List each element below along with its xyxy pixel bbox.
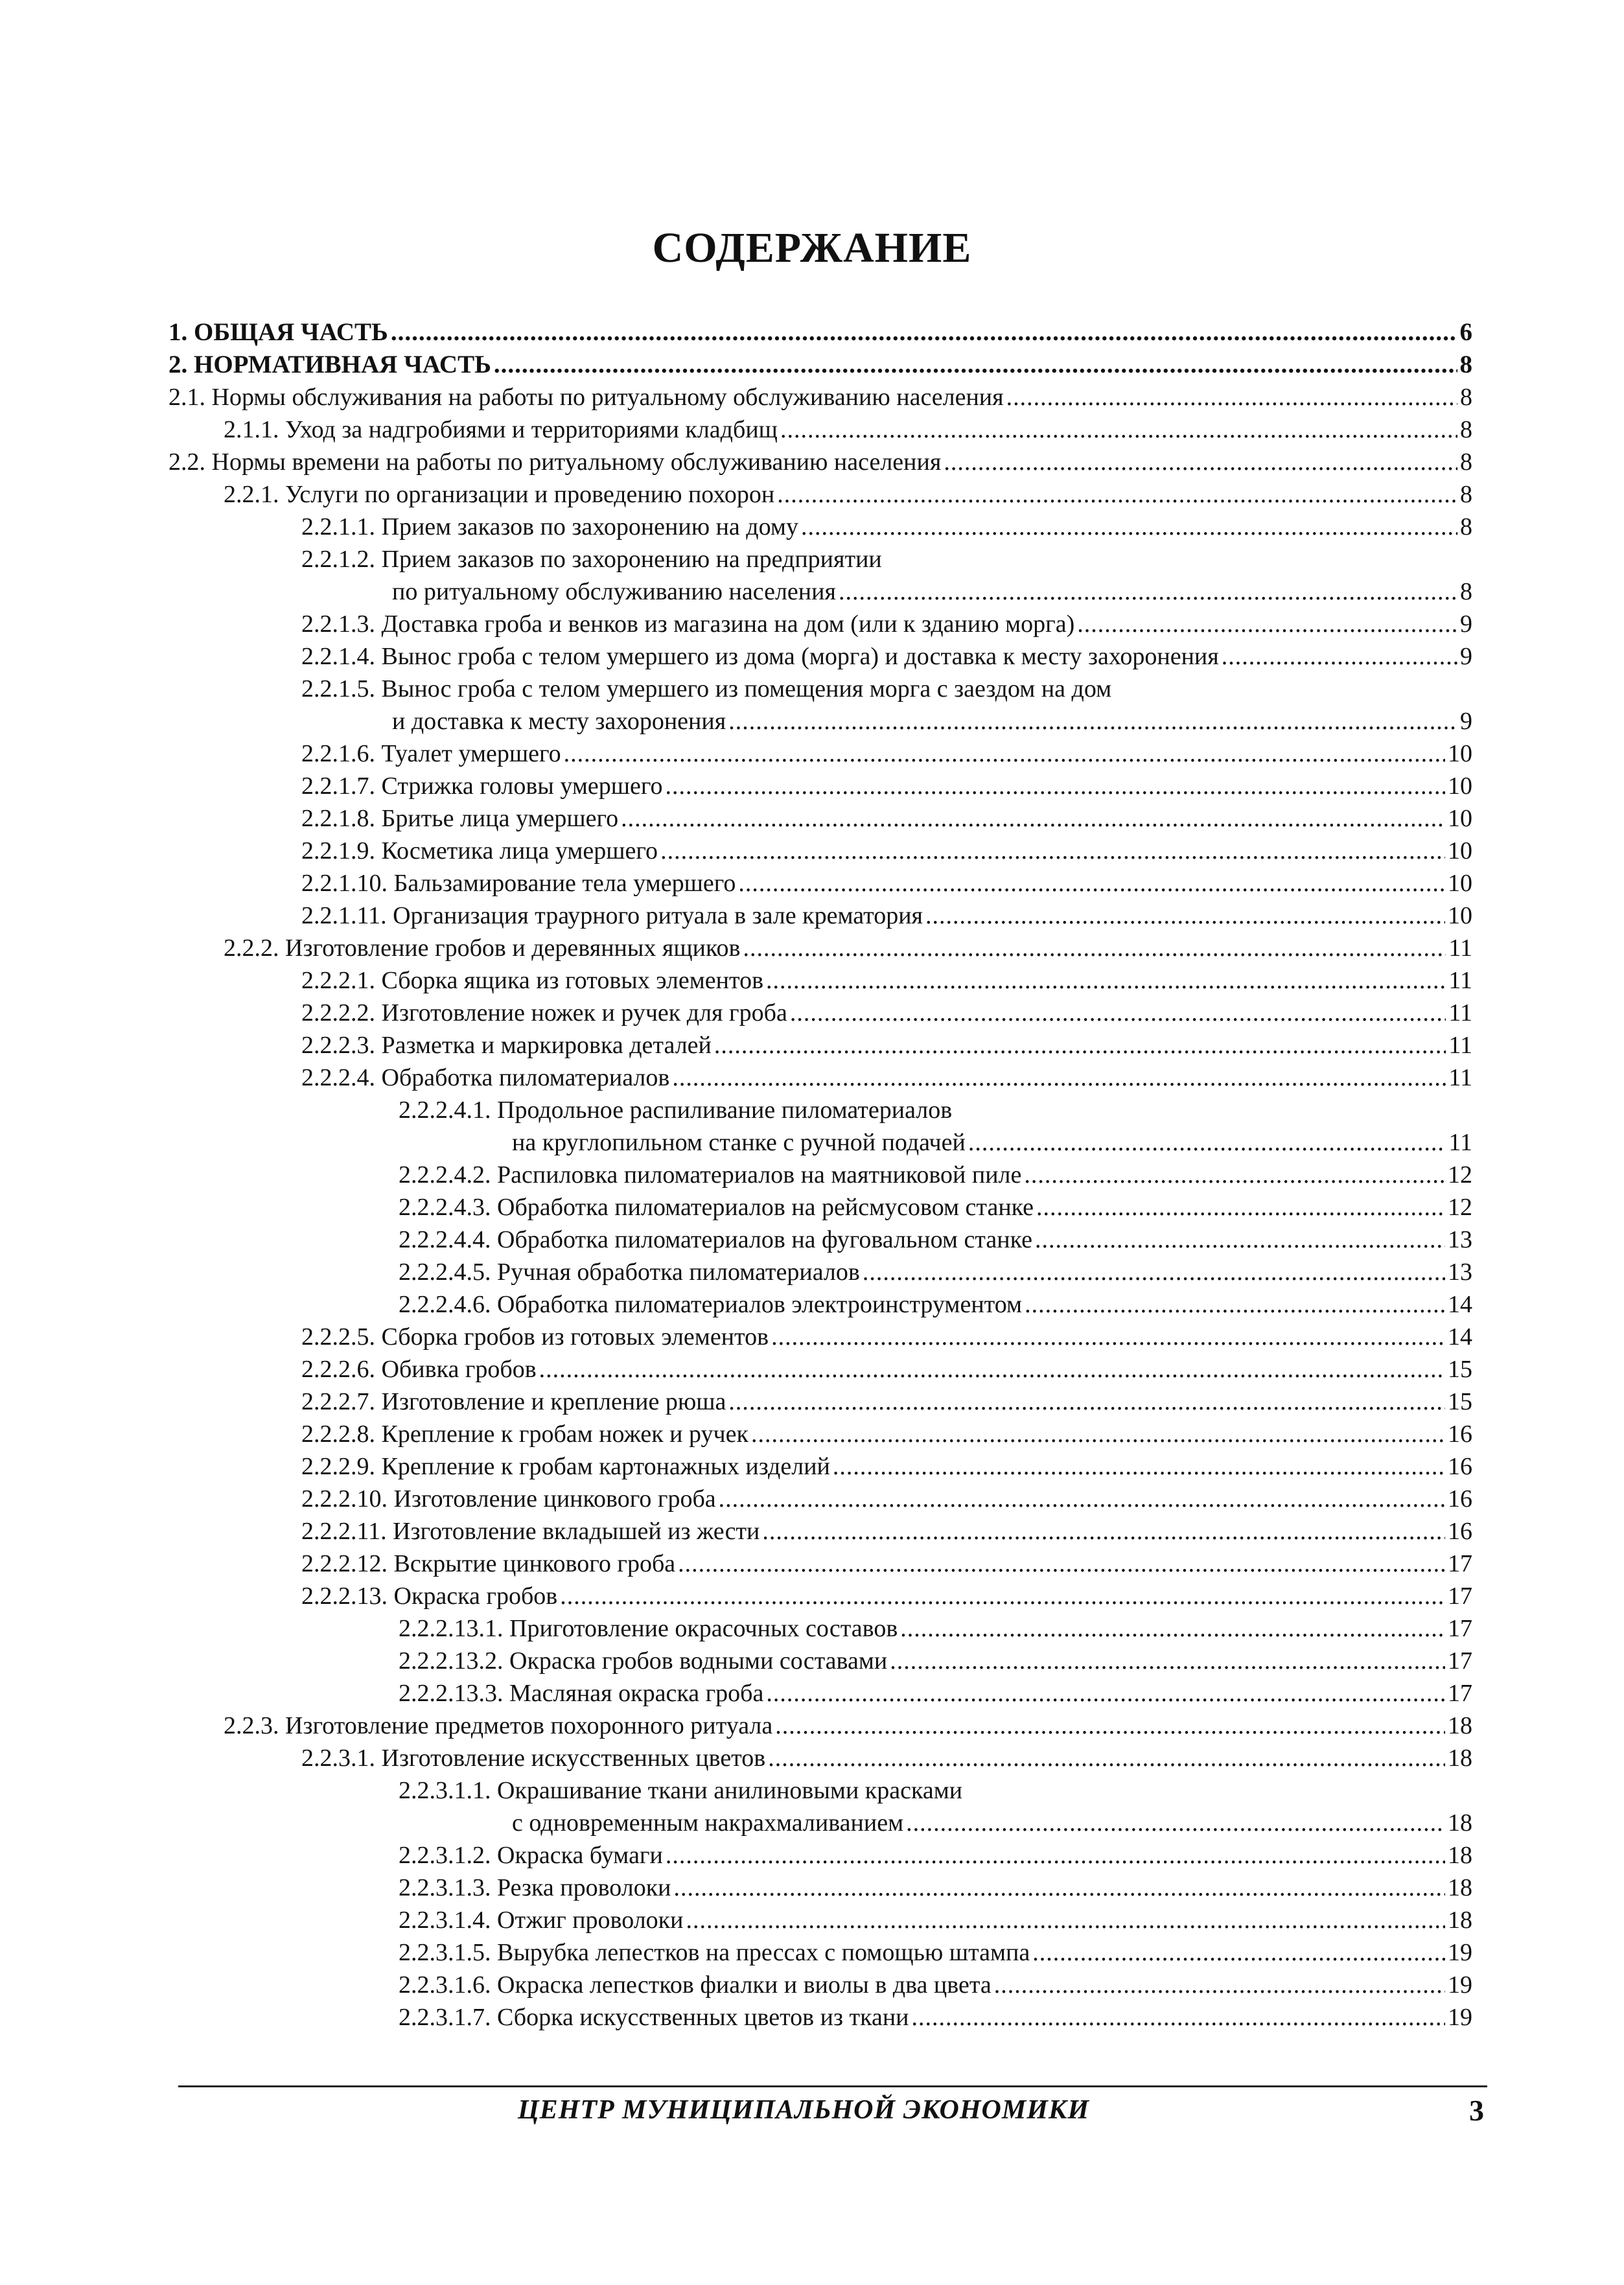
toc-entry (168, 1256, 1472, 1288)
toc-entry-page: 8 (1459, 351, 1472, 378)
toc-entry-line (301, 737, 1472, 770)
toc-entry-page: 10 (1448, 805, 1472, 832)
toc-entry-title: 2.2.2.5. Сборка гробов из готовых элементов (301, 1323, 769, 1351)
toc-entry-line (168, 381, 1472, 413)
dot-leader (780, 413, 1457, 446)
toc-entry-line (224, 1710, 1472, 1742)
dot-leader (906, 1807, 1445, 1839)
toc-entry-line (301, 1548, 1472, 1580)
toc-entry-line (168, 446, 1472, 478)
toc-entry-line (224, 932, 1472, 964)
toc-entry-title: 2.2.3.1.1. Окрашивание ткани анилиновыми красками (399, 1777, 963, 1804)
dot-leader (833, 1450, 1445, 1483)
toc-entry (168, 543, 1472, 608)
toc-entry (168, 1936, 1472, 1969)
toc-entry-page: 18 (1448, 1874, 1472, 1901)
toc-entry-line (399, 2001, 1472, 2034)
dot-leader (863, 1256, 1445, 1288)
dot-leader (1222, 640, 1457, 673)
toc-entry (168, 511, 1472, 543)
toc-entry (168, 381, 1472, 413)
toc-entry-title: 2.2.2.4. Обработка пиломатериалов (301, 1064, 670, 1091)
toc-entry (168, 1742, 1472, 1774)
toc-entry (168, 1969, 1472, 2001)
toc-entry-title: 2.2.3. Изготовление предметов похоронного ритуала (224, 1712, 773, 1739)
dot-leader (766, 1677, 1445, 1710)
toc-entry-line (224, 413, 1472, 446)
toc-entry-line (301, 770, 1472, 802)
toc-entry-line (399, 1872, 1472, 1904)
toc-entry-title: 2.1. Нормы обслуживания на работы по ритуальному обслуживанию населения (168, 384, 1004, 411)
dot-leader (790, 997, 1446, 1029)
toc-entry (168, 835, 1472, 867)
toc-entry-page: 8 (1460, 384, 1472, 411)
toc-entry-title: 2.2.2.3. Разметка и маркировка деталей (301, 1032, 712, 1059)
toc-entry-page: 15 (1448, 1356, 1472, 1383)
toc-entry-continuation: и доставка к месту захоронения (392, 708, 726, 735)
toc-entry-line (301, 1386, 1472, 1418)
toc-entry-page: 19 (1448, 1971, 1472, 1999)
toc-entry-title: 2.2.2.4.3. Обработка пиломатериалов на рейсмусовом станке (399, 1194, 1034, 1221)
toc-entry-title: 2.2.1.2. Прием заказов по захоронению на предприятии (301, 546, 882, 573)
toc-entry-page: 16 (1448, 1485, 1472, 1513)
dot-leader (900, 1612, 1445, 1645)
toc-entry (168, 770, 1472, 802)
toc-entry-page: 9 (1460, 643, 1472, 670)
toc-entry-title: 2.1.1. Уход за надгробиями и территориями кладбищ (224, 416, 778, 443)
dot-leader (801, 511, 1457, 543)
toc-entry-title: 2.2.3.1.5. Вырубка лепестков на прессах с помощью штампа (399, 1939, 1030, 1966)
toc-entry-page: 13 (1448, 1226, 1472, 1253)
toc-entry-page: 18 (1448, 1809, 1472, 1837)
toc-entry-page: 17 (1448, 1583, 1472, 1610)
toc-entry (168, 1710, 1472, 1742)
toc-entry-page: 18 (1448, 1842, 1472, 1869)
toc-entry-line (399, 1904, 1472, 1936)
toc-entry (168, 1224, 1472, 1256)
toc-entry-page: 16 (1448, 1453, 1472, 1480)
toc-entry-page: 19 (1448, 1939, 1472, 1966)
toc-entry-line (399, 1612, 1472, 1645)
toc-entry-title: 2.2.2.13. Окраска гробов (301, 1583, 558, 1610)
dot-leader (666, 1839, 1445, 1872)
toc-entry-line (301, 1321, 1472, 1353)
dot-leader (391, 316, 1457, 349)
dot-leader (719, 1483, 1445, 1515)
toc-entry-title: 2.2.3.1.4. Отжиг проволоки (399, 1907, 684, 1934)
toc-entry-page: 17 (1448, 1647, 1472, 1675)
toc-entry-title: 2.2.2.4.1. Продольное распиливание пиломатериалов (399, 1096, 953, 1124)
toc-entry-page: 18 (1448, 1745, 1472, 1772)
toc-entry-page: 10 (1448, 772, 1472, 800)
dot-leader (1036, 1191, 1445, 1224)
dot-leader (560, 1580, 1445, 1612)
table-of-contents (168, 316, 1472, 2034)
toc-entry-title: 2.2.1.4. Вынос гроба с телом умершего из дома (морга) и доставка к месту захоронения (301, 643, 1219, 670)
toc-entry-page: 11 (1448, 1032, 1472, 1059)
toc-entry-continuation: с одновременным накрахмаливанием (512, 1809, 904, 1837)
toc-entry-line (512, 1807, 1472, 1839)
toc-entry (168, 1515, 1472, 1548)
dot-leader (1035, 1224, 1445, 1256)
footer-organization: ЦЕНТР МУНИЦИПАЛЬНОЙ ЭКОНОМИКИ (517, 2095, 1090, 2125)
toc-entry-line (301, 1450, 1472, 1483)
toc-entry-page: 11 (1448, 1129, 1472, 1156)
toc-entry-page: 16 (1448, 1518, 1472, 1545)
toc-entry-title: 2.2.2.10. Изготовление цинкового гроба (301, 1485, 716, 1513)
dot-leader (777, 478, 1457, 511)
toc-entry-title: 2.2.3.1.3. Резка проволоки (399, 1874, 671, 1901)
toc-entry-title: 2.2.1.7. Стрижка головы умершего (301, 772, 663, 800)
dot-leader (714, 1029, 1446, 1061)
dot-leader (674, 1872, 1445, 1904)
toc-entry (168, 1612, 1472, 1645)
toc-entry-line (301, 1580, 1472, 1612)
toc-entry-title: 2.2.1.6. Туалет умершего (301, 740, 561, 767)
toc-entry (168, 673, 1472, 737)
toc-entry (168, 899, 1472, 932)
dot-leader (728, 1386, 1445, 1418)
toc-entry-line (168, 316, 1472, 349)
dot-leader (678, 1548, 1445, 1580)
toc-entry-page: 11 (1448, 967, 1472, 994)
dot-leader (738, 867, 1445, 899)
toc-entry-line (399, 1191, 1472, 1224)
dot-leader (743, 932, 1446, 964)
toc-entry-title: 2.2.2.8. Крепление к гробам ножек и ручек (301, 1421, 748, 1448)
toc-entry-title: 2.2.2.13.2. Окраска гробов водными составами (399, 1647, 888, 1675)
toc-entry (168, 1580, 1472, 1612)
toc-entry (168, 413, 1472, 446)
toc-entry-line (512, 1126, 1472, 1159)
toc-entry-line (301, 1061, 1472, 1094)
toc-entry-title: 2.2.2.7. Изготовление и крепление рюша (301, 1388, 726, 1415)
dot-leader (768, 1742, 1445, 1774)
dot-leader (660, 835, 1445, 867)
toc-entry-page: 10 (1448, 902, 1472, 929)
toc-entry-page: 16 (1448, 1421, 1472, 1448)
toc-entry-title: 2.2.2.13.1. Приготовление окрасочных составов (399, 1615, 898, 1642)
toc-entry-title: 2.2.2.4.5. Ручная обработка пиломатериалов (399, 1258, 860, 1286)
toc-entry (168, 1386, 1472, 1418)
toc-entry-title: 2.2.2.4.2. Распиловка пиломатериалов на маятниковой пиле (399, 1161, 1022, 1189)
toc-entry (168, 1061, 1472, 1094)
dot-leader (839, 575, 1457, 608)
toc-entry-title: 2.2.1.5. Вынос гроба с телом умершего из помещения морга с заездом на дом (301, 675, 1112, 702)
toc-entry-line (224, 478, 1472, 511)
toc-entry-title: 2.2.3.1.6. Окраска лепестков фиалки и виолы в два цвета (399, 1971, 992, 1999)
toc-entry-line (392, 575, 1472, 608)
toc-entry (168, 478, 1472, 511)
toc-entry-title: 2.2.2.4.6. Обработка пиломатериалов электроинструментом (399, 1291, 1023, 1318)
toc-entry-page: 8 (1460, 513, 1472, 540)
toc-entry-title: 2.2.2.13.3. Масляная окраска гроба (399, 1680, 764, 1707)
toc-entry-title: 2.2.2.9. Крепление к гробам картонажных изделий (301, 1453, 830, 1480)
toc-entry (168, 932, 1472, 964)
toc-entry-line (301, 1742, 1472, 1774)
toc-entry-page: 8 (1460, 416, 1472, 443)
dot-leader (494, 349, 1457, 381)
dot-leader (728, 705, 1457, 737)
toc-entry-page: 8 (1460, 578, 1472, 605)
toc-entry-page: 8 (1460, 481, 1472, 508)
toc-entry (168, 640, 1472, 673)
dot-leader (686, 1904, 1445, 1936)
toc-entry-page: 6 (1459, 318, 1472, 346)
toc-entry (168, 1159, 1472, 1191)
toc-entry (168, 1483, 1472, 1515)
dot-leader (621, 802, 1445, 835)
toc-entry-title: 2.2.1. Услуги по организации и проведению похорон (224, 481, 775, 508)
toc-entry-page: 15 (1448, 1388, 1472, 1415)
toc-entry-title: 2.2.3.1. Изготовление искусственных цветов (301, 1745, 766, 1772)
toc-entry-title: 2.2.3.1.2. Окраска бумаги (399, 1842, 663, 1869)
toc-entry-page: 18 (1448, 1907, 1472, 1934)
toc-entry-line (301, 1353, 1472, 1386)
toc-entry-line (399, 1839, 1472, 1872)
dot-leader (1024, 1159, 1445, 1191)
toc-entry-page: 11 (1448, 999, 1472, 1027)
toc-entry (168, 1904, 1472, 1936)
toc-entry-continuation: на круглопильном станке с ручной подачей (512, 1129, 966, 1156)
toc-entry-page: 19 (1448, 2004, 1472, 2031)
toc-entry-line (399, 1288, 1472, 1321)
toc-entry-line (301, 835, 1472, 867)
toc-entry-page: 18 (1448, 1712, 1472, 1739)
toc-entry (168, 1418, 1472, 1450)
toc-entry-line (301, 997, 1472, 1029)
toc-entry-line (301, 608, 1472, 640)
toc-entry-page: 14 (1448, 1291, 1472, 1318)
dot-leader (539, 1353, 1445, 1386)
dot-leader (766, 964, 1446, 997)
toc-entry-title: 2.2.1.11. Организация траурного ритуала в зале крематория (301, 902, 923, 929)
toc-entry (168, 737, 1472, 770)
toc-entry-title: 2.2.2.4.4. Обработка пиломатериалов на фуговальном станке (399, 1226, 1032, 1253)
dot-leader (672, 1061, 1446, 1094)
toc-entry (168, 802, 1472, 835)
toc-entry (168, 1353, 1472, 1386)
toc-entry-title: 2.2.1.9. Косметика лица умершего (301, 837, 658, 864)
toc-entry (168, 867, 1472, 899)
toc-entry-page: 17 (1448, 1550, 1472, 1577)
toc-entry-title: 2.2.2.1. Сборка ящика из готовых элементов (301, 967, 764, 994)
dot-leader (944, 446, 1457, 478)
toc-entry-page: 12 (1448, 1194, 1472, 1221)
toc-entry-line (301, 802, 1472, 835)
toc-entry (168, 1645, 1472, 1677)
dot-leader (762, 1515, 1445, 1548)
footer-page-number: 3 (1469, 2094, 1484, 2127)
toc-entry-line (301, 899, 1472, 932)
toc-entry-title: 2.2.2. Изготовление гробов и деревянных ящиков (224, 934, 741, 962)
dot-leader (994, 1969, 1445, 2001)
toc-entry (168, 1872, 1472, 1904)
toc-entry-page: 11 (1448, 934, 1472, 962)
toc-entry-title: 2. НОРМАТИВНАЯ ЧАСТЬ (168, 351, 491, 378)
toc-entry (168, 964, 1472, 997)
toc-entry-page: 10 (1448, 837, 1472, 864)
toc-entry (168, 446, 1472, 478)
toc-entry-line (301, 867, 1472, 899)
toc-entry (168, 1450, 1472, 1483)
toc-entry (168, 1548, 1472, 1580)
toc-entry (168, 1677, 1472, 1710)
dot-leader (775, 1710, 1445, 1742)
toc-entry (168, 1029, 1472, 1061)
dot-leader (666, 770, 1445, 802)
toc-entry-line (301, 640, 1472, 673)
toc-entry-line (301, 511, 1472, 543)
toc-entry-line (301, 1483, 1472, 1515)
toc-entry (168, 2001, 1472, 2034)
toc-entry-title: 1. ОБЩАЯ ЧАСТЬ (168, 318, 388, 346)
toc-entry-line (301, 1029, 1472, 1061)
dot-leader (890, 1645, 1445, 1677)
toc-entry-page: 14 (1448, 1323, 1472, 1351)
toc-entry-title: 2.2.2.11. Изготовление вкладышей из жести (301, 1518, 760, 1545)
toc-entry-line (392, 705, 1472, 737)
dot-leader (1032, 1936, 1445, 1969)
toc-entry-title: 2.2.1.3. Доставка гроба и венков из магазина на дом (или к зданию морга) (301, 610, 1075, 638)
toc-entry-line (399, 1677, 1472, 1710)
toc-entry-page: 13 (1448, 1258, 1472, 1286)
toc-entry (168, 1094, 1472, 1159)
dot-leader (564, 737, 1445, 770)
toc-entry-title: 2.2.1.1. Прием заказов по захоронению на дому (301, 513, 798, 540)
toc-entry (168, 997, 1472, 1029)
toc-entry-title: 2.2.1.10. Бальзамирование тела умершего (301, 870, 736, 897)
toc-entry-page: 17 (1448, 1615, 1472, 1642)
toc-entry-page: 10 (1448, 870, 1472, 897)
toc-entry-page: 10 (1448, 740, 1472, 767)
toc-entry (168, 608, 1472, 640)
toc-entry (168, 1191, 1472, 1224)
toc-entry (168, 1288, 1472, 1321)
toc-entry (168, 1321, 1472, 1353)
toc-entry-continuation: по ритуальному обслуживанию населения (392, 578, 836, 605)
toc-entry-line (168, 349, 1472, 381)
toc-entry-title: 2.2.2.6. Обивка гробов (301, 1356, 537, 1383)
toc-entry-title: 2.2.3.1.7. Сборка искусственных цветов из ткани (399, 2004, 909, 2031)
dot-leader (771, 1321, 1445, 1353)
dot-leader (925, 899, 1445, 932)
dot-leader (968, 1126, 1446, 1159)
dot-leader (912, 2001, 1446, 2034)
toc-entry (168, 316, 1472, 349)
page-title: СОДЕРЖАНИЕ (652, 224, 972, 272)
toc-entry-page: 9 (1460, 708, 1472, 735)
toc-entry-line (399, 1224, 1472, 1256)
toc-entry-line (399, 1159, 1472, 1191)
toc-entry-line (399, 1645, 1472, 1677)
dot-leader (1025, 1288, 1445, 1321)
toc-entry-title: 2.2.1.8. Бритье лица умершего (301, 805, 619, 832)
toc-entry-line (301, 1515, 1472, 1548)
toc-entry-page: 17 (1448, 1680, 1472, 1707)
toc-entry-line (301, 964, 1472, 997)
toc-entry-page: 9 (1460, 610, 1472, 638)
toc-entry-page: 11 (1448, 1064, 1472, 1091)
toc-entry-line (301, 1418, 1472, 1450)
toc-entry-title: 2.2.2.2. Изготовление ножек и ручек для гроба (301, 999, 787, 1027)
dot-leader (1006, 381, 1457, 413)
toc-entry-line (399, 1936, 1472, 1969)
toc-entry-page: 12 (1448, 1161, 1472, 1189)
toc-entry-line (399, 1969, 1472, 2001)
dot-leader (1077, 608, 1457, 640)
toc-entry-page: 8 (1460, 448, 1472, 476)
toc-entry-title: 2.2.2.12. Вскрытие цинкового гроба (301, 1550, 676, 1577)
footer-divider (178, 2085, 1487, 2087)
toc-entry (168, 349, 1472, 381)
toc-entry-line (399, 1256, 1472, 1288)
toc-entry (168, 1774, 1472, 1839)
toc-entry (168, 1839, 1472, 1872)
dot-leader (751, 1418, 1445, 1450)
toc-entry-title: 2.2. Нормы времени на работы по ритуальному обслуживанию населения (168, 448, 942, 476)
